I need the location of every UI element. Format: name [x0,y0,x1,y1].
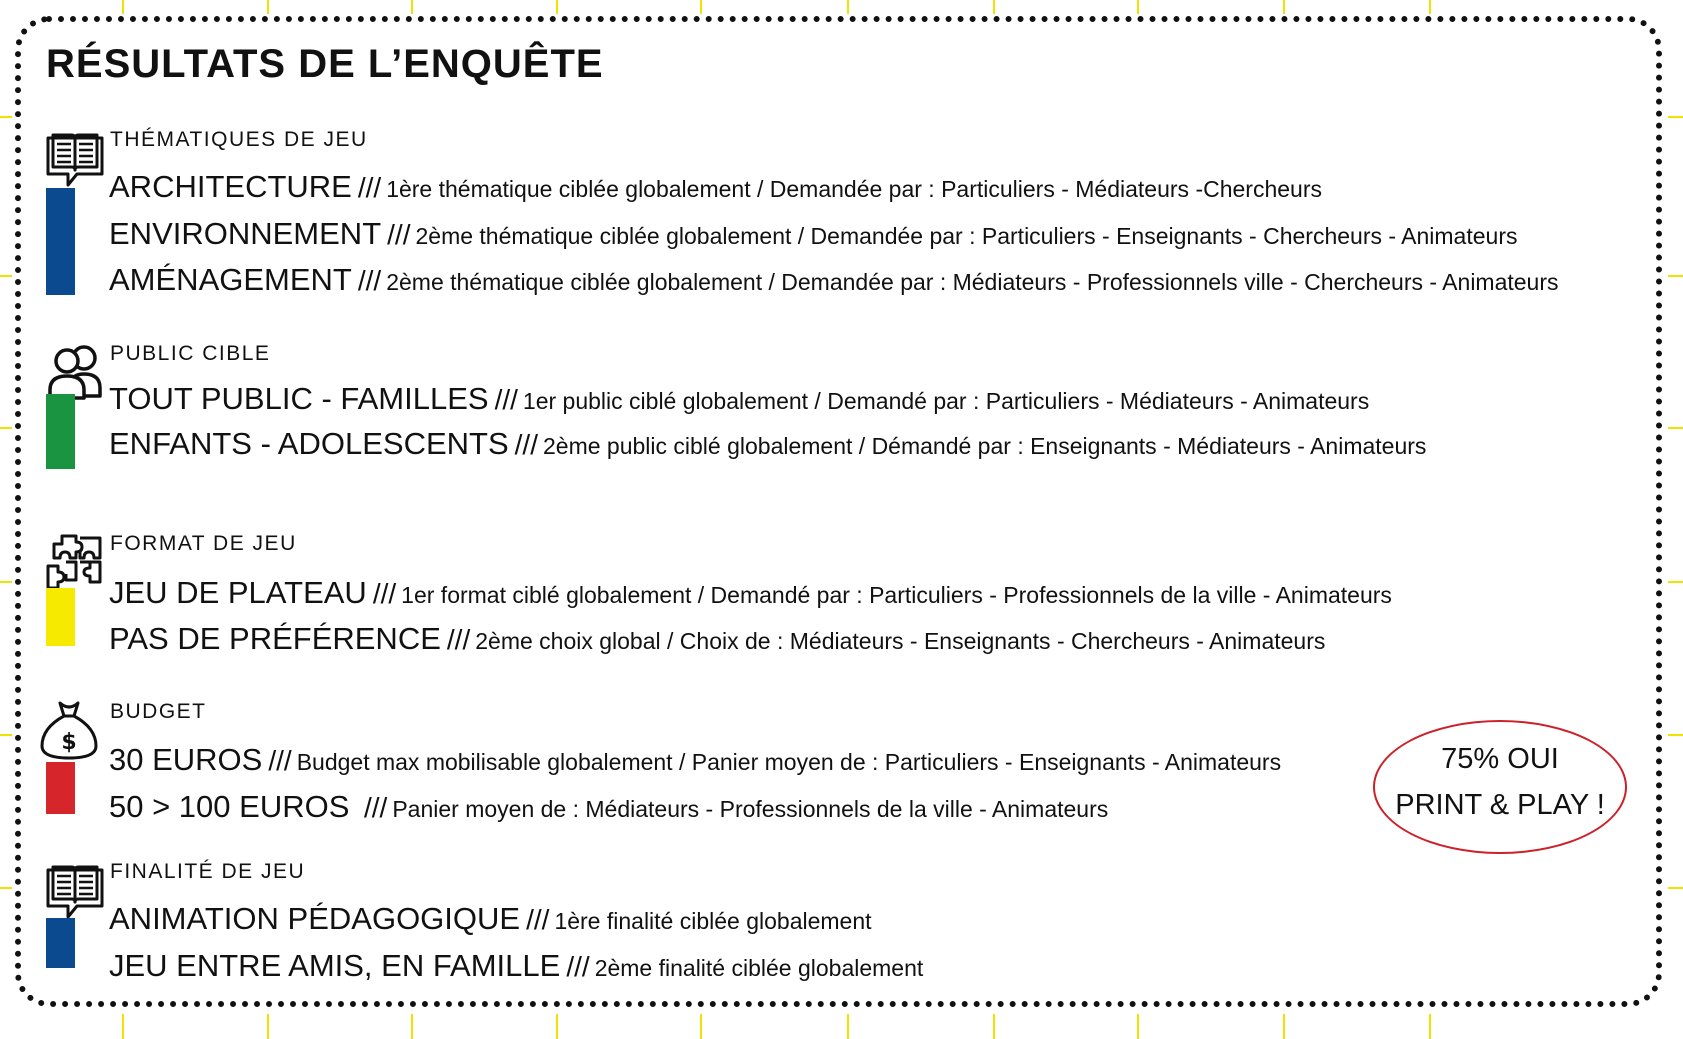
separator: /// [566,951,590,982]
item-description: 2ème finalité ciblée globalement [594,955,924,981]
item-description: 2ème public ciblé globalement / Démandé par : Enseignants - Médiateurs - Animateurs [542,433,1427,459]
section-title: THÉMATIQUES DE JEU [110,128,368,151]
item-description: Panier moyen de : Médiateurs - Professionnels de la ville - Animateurs [392,796,1109,822]
section-color-bar-yellow [46,588,75,646]
list-item [109,948,923,984]
section-title: BUDGET [110,700,207,723]
item-label: ANIMATION PÉDAGOGIQUE [109,901,521,936]
svg-text:$: $ [61,730,77,755]
item-label: AMÉNAGEMENT [109,262,352,297]
item-description: 1er format ciblé globalement / Demandé par : Particuliers - Professionnels de la ville - Animateurs [401,582,1392,608]
print-and-play-callout [1373,720,1627,854]
callout-line-2: PRINT & PLAY ! [1395,789,1605,821]
item-description: 1ère finalité ciblée globalement [554,908,872,934]
item-description: 2ème thématique ciblée globalement / Demandée par : Particuliers - Enseignants - Chercheurs - Animateurs [415,223,1518,249]
book-icon [44,128,106,190]
section-color-bar-blue [46,918,75,968]
item-description: 1ère thématique ciblée globalement / Demandée par : Particuliers - Médiateurs -Chercheurs [386,176,1322,202]
separator: /// [446,624,471,655]
item-label: TOUT PUBLIC - FAMILLES [109,381,489,416]
list-item [109,216,1518,252]
book-icon [44,860,106,922]
item-label: ARCHITECTURE [109,169,352,204]
section-color-bar-blue [46,188,75,295]
list-item [109,789,1108,825]
item-label: ENFANTS - ADOLESCENTS [109,426,509,461]
section-title: FORMAT DE JEU [110,532,297,555]
list-item [109,381,1369,417]
item-label: 50 > 100 EUROS [109,789,358,824]
list-item [109,169,1322,205]
item-label: ENVIRONNEMENT [109,216,382,251]
item-label: PAS DE PRÉFÉRENCE [109,621,441,656]
puzzle-icon [44,532,106,594]
separator: /// [372,578,397,609]
section-title: FINALITÉ DE JEU [110,860,306,883]
list-item [109,262,1559,298]
item-description: 2ème choix global / Choix de : Médiateurs - Enseignants - Chercheurs - Animateurs [475,628,1326,654]
separator: /// [268,745,292,776]
callout-line-1: 75% OUI [1441,743,1559,775]
item-label: JEU DE PLATEAU [109,575,367,610]
separator: /// [494,384,518,415]
separator: /// [364,792,388,823]
separator: /// [514,429,538,460]
list-item [109,426,1426,462]
separator: /// [526,904,550,935]
section-title: PUBLIC CIBLE [110,342,271,365]
list-item [109,742,1281,778]
item-label: JEU ENTRE AMIS, EN FAMILLE [109,948,561,983]
item-description: 2ème thématique ciblée globalement / Demandée par : Médiateurs - Professionnels ville - Chercheurs - Animateurs [386,269,1559,295]
separator: /// [357,172,382,203]
section-color-bar-red [46,762,75,814]
item-description: Budget max mobilisable globalement / Panier moyen de : Particuliers - Enseignants - Animateurs [296,749,1282,775]
money-bag-icon [38,700,100,762]
results-card [15,16,1662,1007]
list-item [109,575,1392,611]
separator: /// [387,219,411,250]
list-item [109,901,872,937]
section-color-bar-green [46,394,75,469]
page-title: RÉSULTATS DE L’ENQUÊTE [46,42,604,86]
item-description: 1er public ciblé globalement / Demandé par : Particuliers - Médiateurs - Animateurs [522,388,1370,414]
list-item [109,621,1325,657]
item-label: 30 EUROS [109,742,263,777]
separator: /// [357,265,382,296]
